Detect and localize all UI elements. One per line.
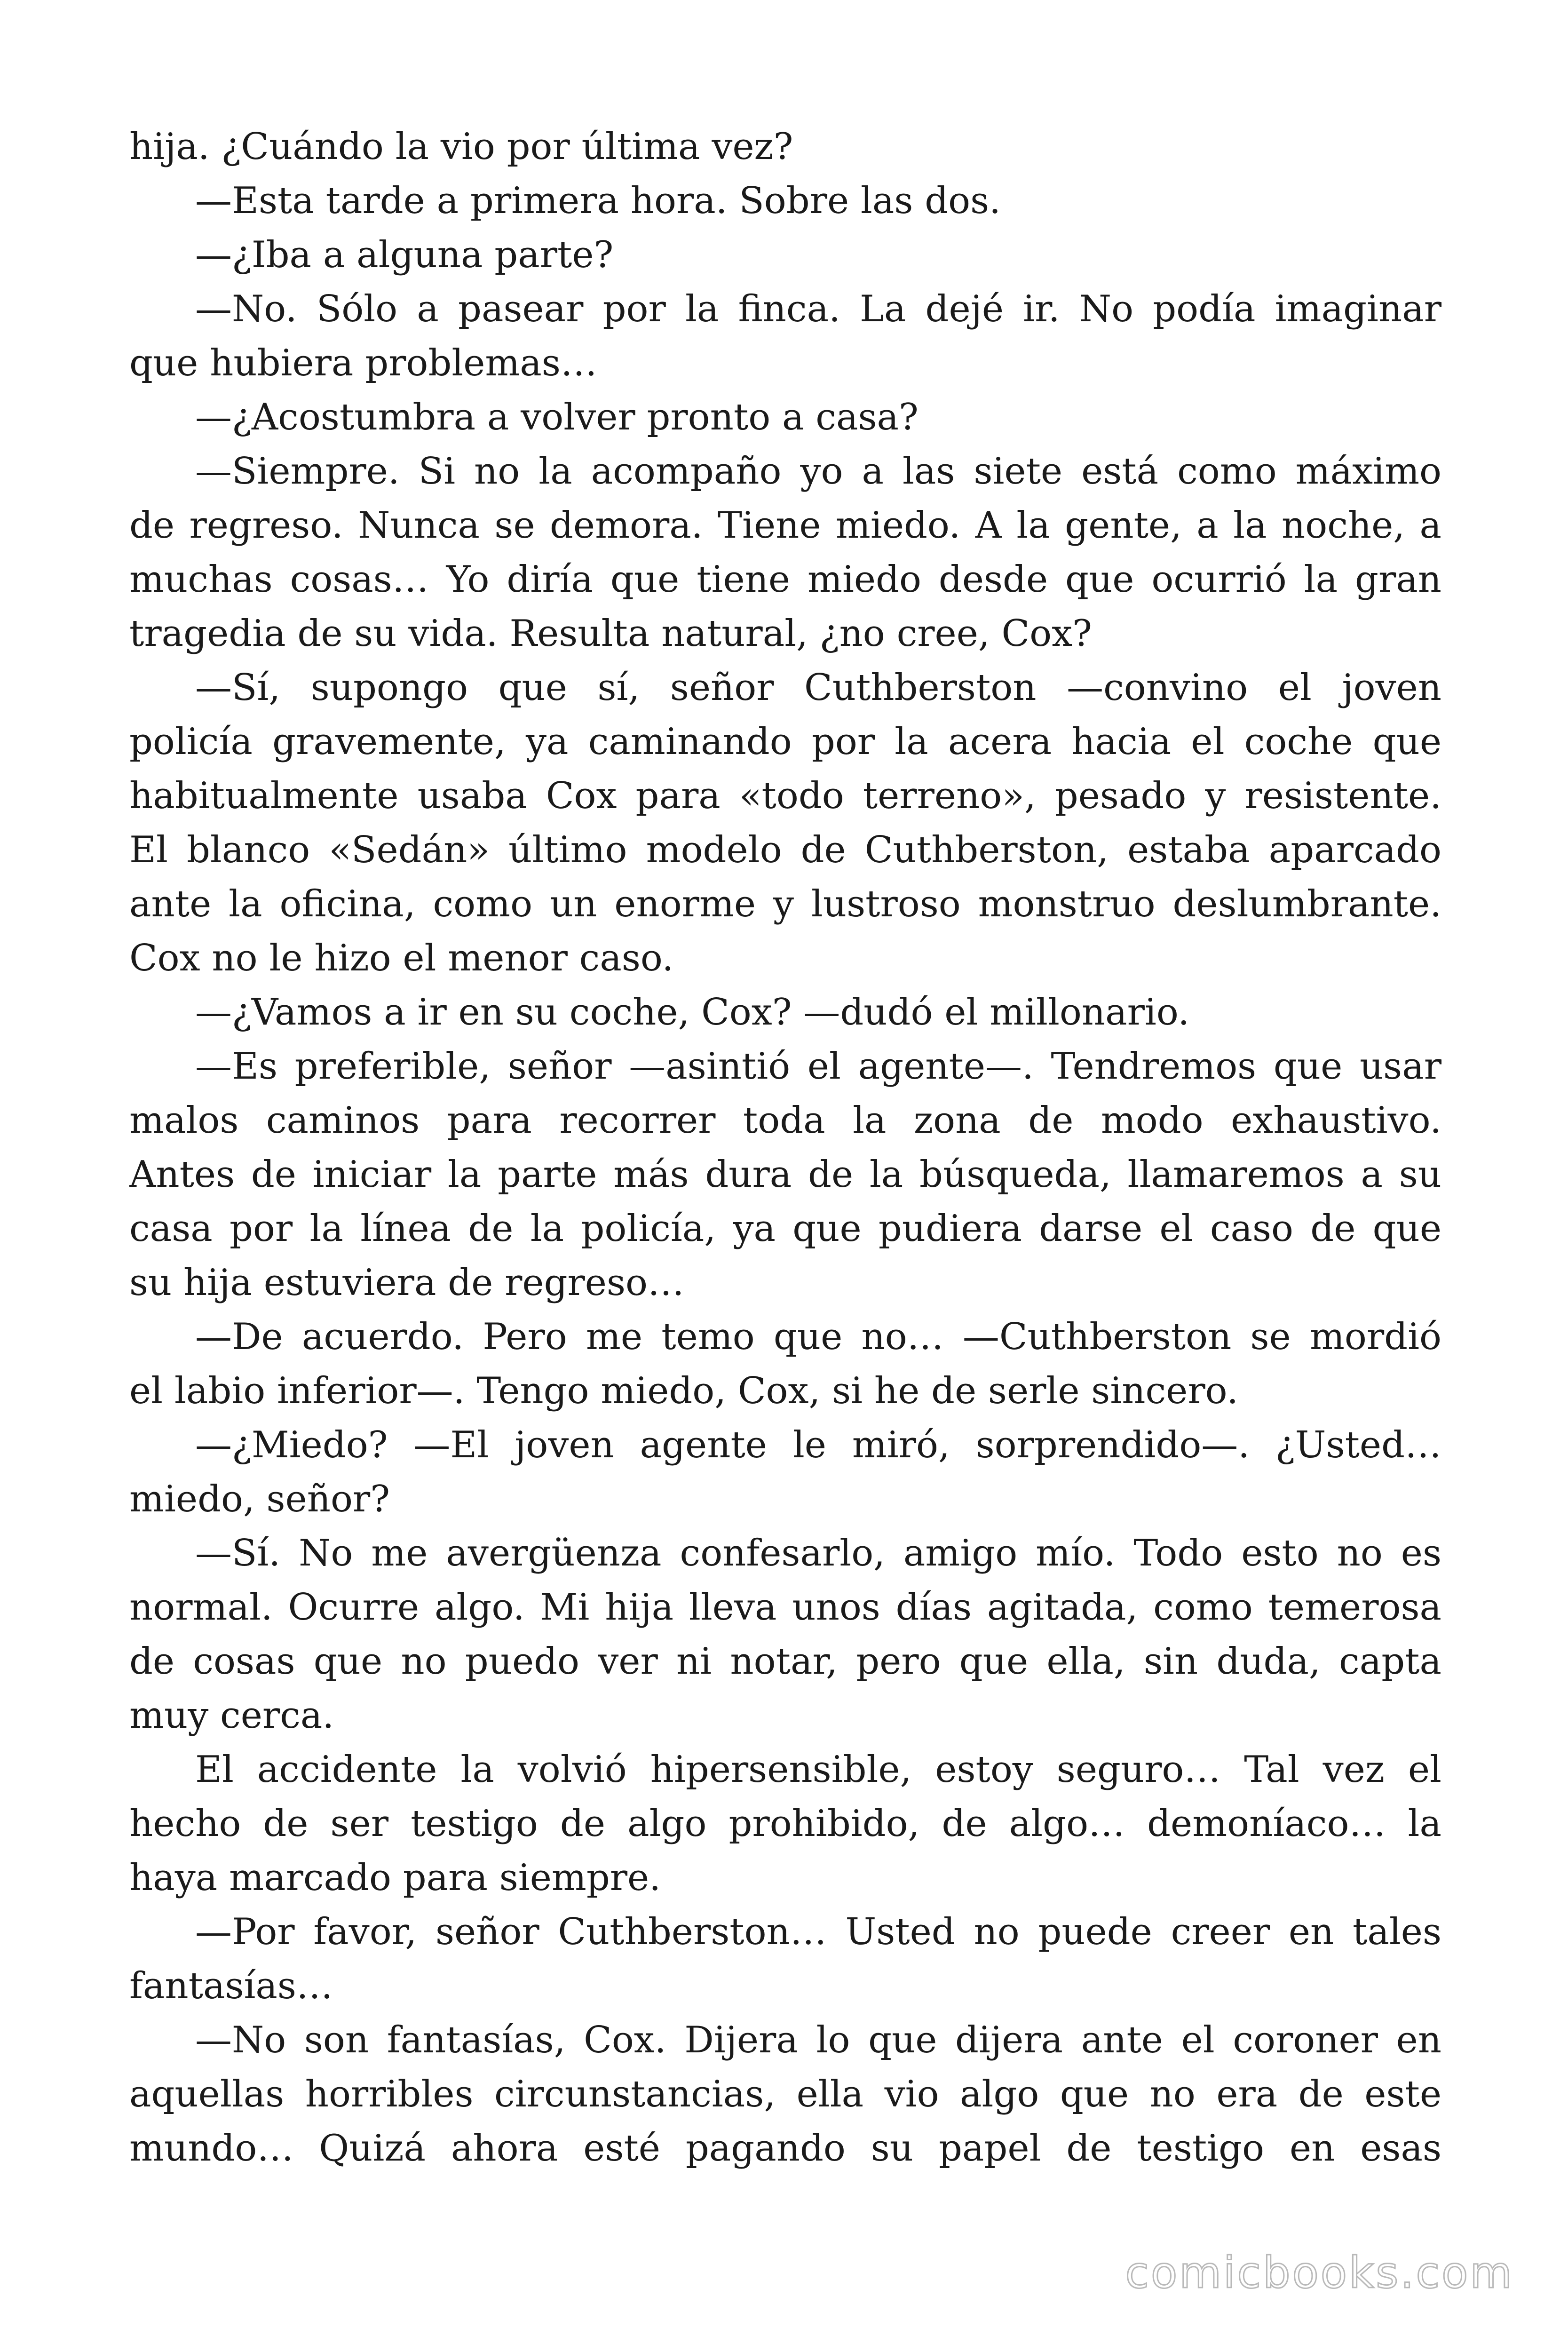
text-line: —¿Miedo? —El joven agente le miró, sorprendido—. ¿Usted…	[195, 1424, 1441, 1466]
text-line: que hubiera problemas…	[129, 342, 597, 384]
text-line: —¿Acostumbra a volver pronto a casa?	[195, 396, 919, 438]
text-line: —De acuerdo. Pero me temo que no… —Cuthberston se mordió	[195, 1316, 1441, 1358]
text-line: —Siempre. Si no la acompaño yo a las siete está como máximo	[195, 450, 1441, 493]
text-line: malos caminos para recorrer toda la zona de modo exhaustivo.	[129, 1099, 1441, 1142]
text-line: de regreso. Nunca se demora. Tiene miedo. A la gente, a la noche, a	[129, 504, 1441, 547]
text-line: ante la oficina, como un enorme y lustroso monstruo deslumbrante.	[129, 883, 1441, 925]
watermark: comicbooks.com	[1125, 2248, 1514, 2298]
text-line: —Esta tarde a primera hora. Sobre las dos.	[195, 180, 1001, 222]
text-line: muy cerca.	[129, 1694, 334, 1737]
text-line: tragedia de su vida. Resulta natural, ¿no cree, Cox?	[129, 612, 1092, 655]
text-line: —Es preferible, señor —asintió el agente—. Tendremos que usar	[195, 1045, 1441, 1088]
text-line: —No. Sólo a pasear por la finca. La dejé ir. No podía imaginar	[195, 288, 1441, 330]
text-line: Cox no le hizo el menor caso.	[129, 937, 674, 979]
text-line: hecho de ser testigo de algo prohibido, de algo… demoníaco… la	[129, 1803, 1441, 1845]
text-line: —¿Iba a alguna parte?	[195, 234, 614, 276]
text-line: muchas cosas… Yo diría que tiene miedo desde que ocurrió la gran	[129, 558, 1441, 601]
text-line: normal. Ocurre algo. Mi hija lleva unos días agitada, como temerosa	[129, 1586, 1441, 1629]
text-line: mundo… Quizá ahora esté pagando su papel de testigo en esas	[129, 2127, 1441, 2169]
text-line: hija. ¿Cuándo la vio por última vez?	[129, 126, 793, 168]
text-line: —Sí. No me avergüenza confesarlo, amigo mío. Todo esto no es	[195, 1532, 1441, 1574]
text-line: Antes de iniciar la parte más dura de la búsqueda, llamaremos a su	[129, 1153, 1441, 1196]
text-line: policía gravemente, ya caminando por la acera hacia el coche que	[129, 721, 1441, 763]
text-line: miedo, señor?	[129, 1478, 390, 1520]
text-line: fantasías…	[129, 1965, 333, 2007]
text-line: —¿Vamos a ir en su coche, Cox? —dudó el millonario.	[195, 991, 1190, 1033]
text-line: El blanco «Sedán» último modelo de Cuthberston, estaba aparcado	[129, 829, 1441, 871]
text-line: el labio inferior—. Tengo miedo, Cox, si he de serle sincero.	[129, 1370, 1239, 1412]
text-line: habitualmente usaba Cox para «todo terreno», pesado y resistente.	[129, 775, 1441, 817]
body-text	[129, 120, 1441, 2176]
text-line: —Por favor, señor Cuthberston… Usted no puede creer en tales	[195, 1911, 1441, 1953]
text-line: haya marcado para siempre.	[129, 1857, 661, 1899]
text-line: —Sí, supongo que sí, señor Cuthberston —convino el joven	[195, 667, 1441, 709]
text-line: su hija estuviera de regreso…	[129, 1262, 684, 1304]
text-line: de cosas que no puedo ver ni notar, pero que ella, sin duda, capta	[129, 1640, 1441, 1683]
text-line: —No son fantasías, Cox. Dijera lo que dijera ante el coroner en	[195, 2019, 1441, 2061]
text-line: casa por la línea de la policía, ya que pudiera darse el caso de que	[129, 1208, 1441, 1250]
text-line: El accidente la volvió hipersensible, estoy seguro… Tal vez el	[195, 1748, 1441, 1791]
text-line: aquellas horribles circunstancias, ella vio algo que no era de este	[129, 2073, 1441, 2115]
